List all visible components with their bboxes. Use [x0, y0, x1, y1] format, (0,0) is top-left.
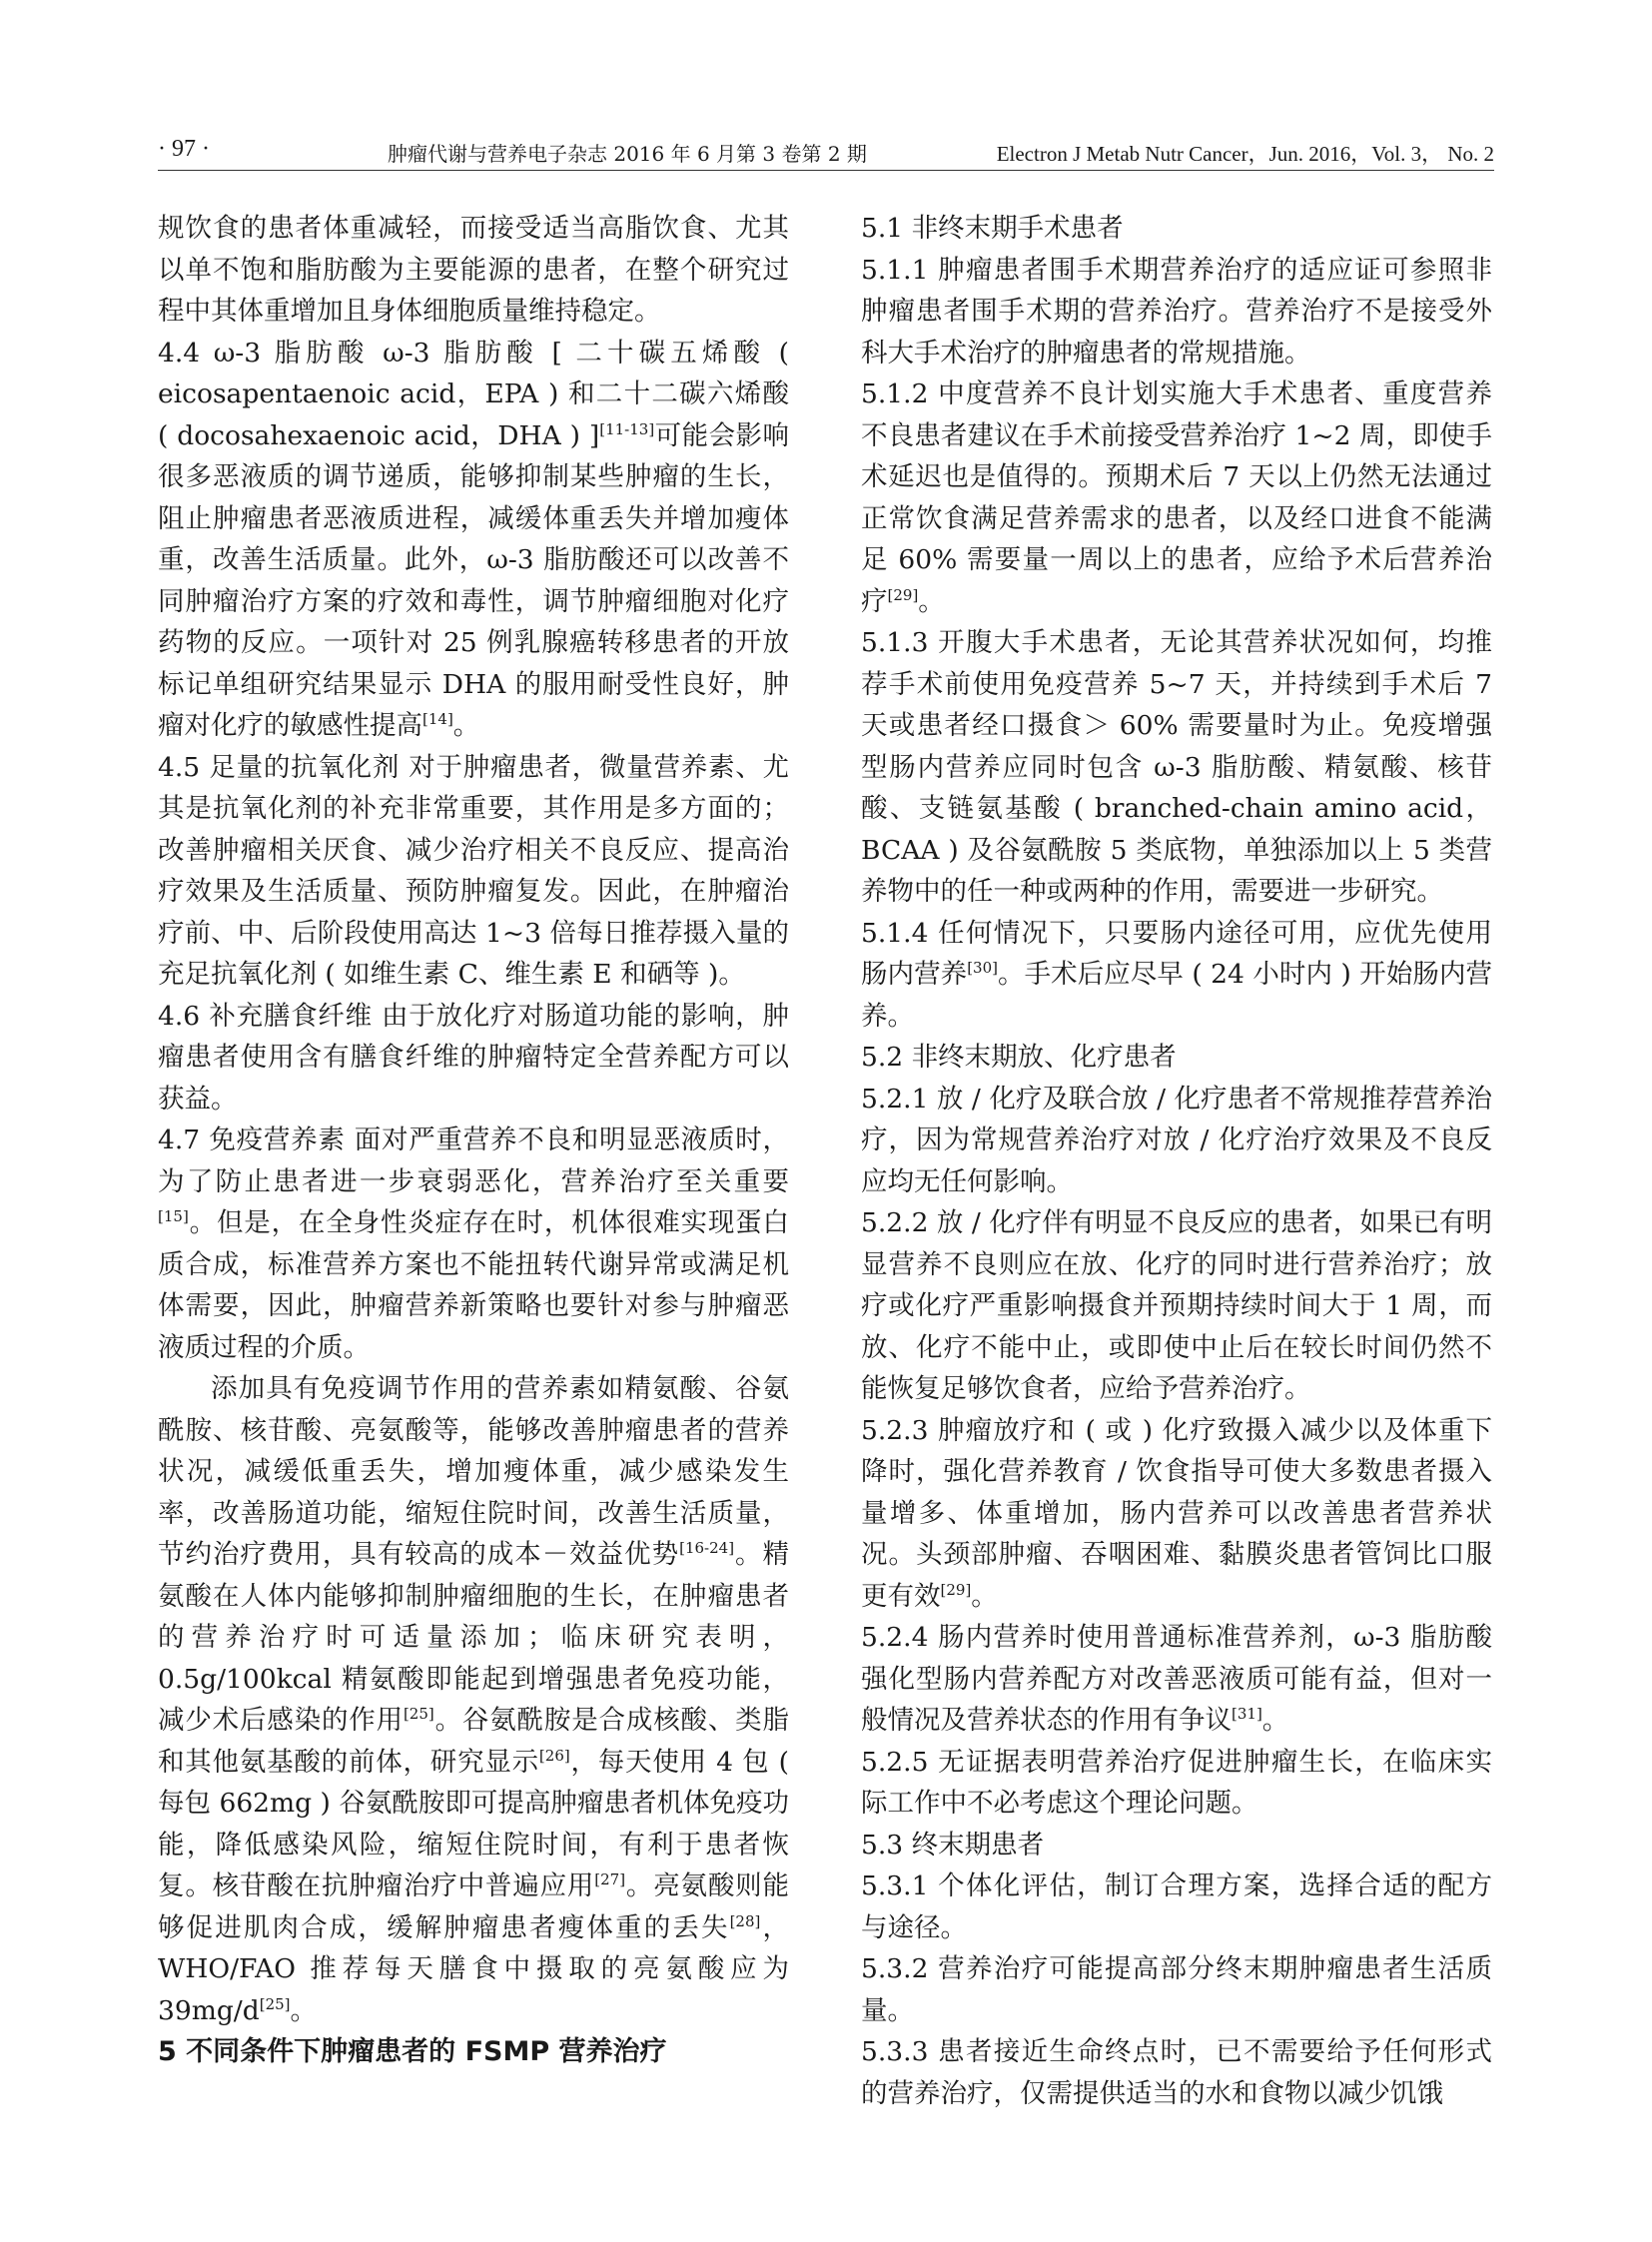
journal-title-cn: 肿瘤代谢与营养电子杂志 2016 年 6 月第 3 卷第 2 期	[388, 142, 867, 166]
paragraph	[158, 996, 789, 1121]
paragraph-text: 5.1.4 任何情况下，只要肠内途径可用，应优先使用肠内营养	[861, 917, 1492, 990]
paragraph-text: 5.2.3 肿瘤放疗和 ( 或 ) 化疗致摄入减少以及体重下降时，强化营养教育 / 饮食指导可使大多数患者摄入量增多、体重增加，肠内营养可以改善患者营养状况。头颈部肿瘤、吞咽困难、黏膜炎患者管饲比口服更有效	[861, 1414, 1492, 1612]
paragraph-text: 规饮食的患者体重减轻，而接受适当高脂饮食、尤其以单不饱和脂肪酸为主要能源的患者，在整个研究过程中其体重增加且身体细胞质量维持稳定。	[158, 213, 789, 327]
citation-ref: [16-24]	[679, 1539, 735, 1558]
paragraph-text: 5.2.4 肠内营养时使用普通标准营养剂，ω-3 脂肪酸强化型肠内营养配方对改善恶液质可能有益，但对一般情况及营养状态的作用有争议	[861, 1622, 1492, 1736]
paragraph	[861, 1866, 1492, 1948]
paragraph-text: 5.3 终末期患者	[861, 1829, 1045, 1861]
paragraph	[861, 2031, 1492, 2114]
citation-ref: [25]	[259, 1994, 291, 2013]
right-column	[861, 208, 1492, 2114]
paragraph	[158, 747, 789, 996]
paragraph	[861, 913, 1492, 1038]
paragraph-text: 。亮氨酸则能够促进肌肉合成，缓解肿瘤患者瘦体重的丢失	[158, 1870, 790, 1943]
paragraph-text: 4.6 补充膳食纤维 由于放化疗对肠道功能的影响，肿瘤患者使用含有膳食纤维的肿瘤特定全营养配方可以获益。	[158, 1000, 789, 1115]
citation-ref: [15]	[158, 1207, 189, 1226]
paragraph-text: ，WHO/FAO 推荐每天膳食中摄取的亮氨酸应为 39mg/d	[158, 1911, 790, 2026]
paragraph	[861, 1410, 1492, 1618]
paragraph-text: 5.3.3 患者接近生命终点时，已不需要给予任何形式的营养治疗，仅需提供适当的水和食物以减少饥饿	[861, 2036, 1492, 2109]
paragraph	[861, 1948, 1492, 2031]
paragraph	[158, 333, 789, 747]
paragraph	[861, 1825, 1492, 1867]
citation-ref: [26]	[538, 1746, 570, 1765]
page-number: · 97 ·	[158, 136, 210, 162]
paragraph-text: 。	[918, 585, 945, 617]
paragraph-text: 。精氨酸在人体内能够抑制肿瘤细胞的生长，在肿瘤患者的营养治疗时可适量添加；临床研究表明，0.5g/100kcal 精氨酸即能起到增强患者免疫功能，减少术后感染的作用	[158, 1539, 790, 1736]
paragraph	[861, 622, 1492, 913]
citation-ref: [25]	[403, 1705, 434, 1724]
paragraph	[158, 208, 789, 333]
paragraph-text: 5.3.1 个体化评估，制订合理方案，选择合适的配方与途径。	[861, 1870, 1492, 1943]
paragraph-text: 。手术后应尽早 ( 24 小时内 ) 开始肠内营养。	[861, 959, 1493, 1032]
paragraph-text: 5.1.3 开腹大手术患者，无论其营养状况如何，均推荐手术前使用免疫营养 5~7 天，并持续到手术后 7 天或患者经口摄食＞ 60% 需要量时为止。免疫增强型肠内营养应同时包含 ω-3 脂肪酸、精氨酸、核苷酸、支链氨基酸 ( branched-chain amino acid，BCAA ) 及谷氨酰胺 5 类底物，单独添加以上 5 类营养物中的任一种或两种的作用，需要进一步研究。	[861, 627, 1492, 907]
paragraph-text: 4.5 足量的抗氧化剂 对于肿瘤患者，微量营养素、尤其是抗氧化剂的补充非常重要，其作用是多方面的；改善肿瘤相关厌食、减少治疗相关不良反应、提高治疗效果及生活质量、预防肿瘤复发。因此，在肿瘤治疗前、中、后阶段使用高达 1~3 倍每日推荐摄入量的充足抗氧化剂 ( 如维生素 C、维生素 E 和硒等 )。	[158, 751, 789, 990]
paragraph	[861, 1742, 1492, 1825]
section-heading	[158, 2031, 789, 2073]
journal-title-en: Electron J Metab Nutr Cancer，Jun. 2016，Vol. 3， No. 2	[996, 142, 1494, 166]
citation-ref: [29]	[887, 585, 919, 604]
paragraph	[158, 1120, 789, 1368]
paragraph-text: 5.2.5 无证据表明营养治疗促进肿瘤生长，在临床实际工作中不必考虑这个理论问题。	[861, 1746, 1492, 1819]
paragraph	[861, 1079, 1492, 1203]
paragraph-text: 。谷氨酰胺是合成核酸、类脂和其他氨基酸的前体，研究显示	[158, 1705, 790, 1778]
paragraph-text: 。	[971, 1580, 998, 1612]
citation-ref: [14]	[422, 710, 453, 729]
paragraph-text: 可能会影响很多恶液质的调节递质，能够抑制某些肿瘤的生长，阻止肿瘤患者恶液质进程，减缓体重丢失并增加瘦体重，改善生活质量。此外，ω-3 脂肪酸还可以改善不同肿瘤治疗方案的疗效和毒性，调节肿瘤细胞对化疗药物的反应。一项针对 25 例乳腺癌转移患者的开放标记单组研究结果显示 DHA 的服用耐受性良好，肿瘤对化疗的敏感性提高	[158, 419, 790, 741]
paragraph	[861, 1037, 1492, 1079]
paragraph-text: 5.1 非终末期手术患者	[861, 213, 1124, 244]
citation-ref: [28]	[729, 1911, 761, 1930]
left-column	[158, 208, 789, 2073]
paragraph-text: 5 不同条件下肿瘤患者的 FSMP 营养治疗	[158, 2036, 667, 2067]
paragraph-text: 5.2 非终末期放、化疗患者	[861, 1042, 1177, 1073]
running-header	[158, 130, 1494, 171]
paragraph-text: 5.3.2 营养治疗可能提高部分终末期肿瘤患者生活质量。	[861, 1953, 1492, 2026]
paragraph-text: 4.4 ω-3 脂肪酸 ω-3 脂肪酸 [ 二十碳五烯酸 ( eicosapentaenoic acid，EPA ) 和二十二碳六烯酸 ( docosahexaenoic acid，DHA ) ]	[158, 337, 789, 451]
paragraph-text: 5.2.2 放 / 化疗伴有明显不良反应的患者，如果已有明显营养不良则应在放、化疗的同时进行营养治疗；放疗或化疗严重影响摄食并预期持续时间大于 1 周，而放、化疗不能中止，或即使中止后在较长时间仍然不能恢复足够饮食者，应给予营养治疗。	[861, 1207, 1492, 1404]
paragraph	[861, 250, 1492, 374]
paragraph	[861, 374, 1492, 622]
citation-ref: [31]	[1232, 1705, 1262, 1724]
paragraph-text: 5.1.1 肿瘤患者围手术期营养治疗的适应证可参照非肿瘤患者围手术期的营养治疗。营养治疗不是接受外科大手术治疗的肿瘤患者的常规措施。	[861, 254, 1492, 369]
paragraph-text: 5.1.2 中度营养不良计划实施大手术患者、重度营养不良患者建议在手术前接受营养治疗 1~2 周，即使手术延迟也是值得的。预期术后 7 天以上仍然无法通过正常饮食满足营养需求的患者，以及经口进食不能满足 60% 需要量一周以上的患者，应给予术后营养治疗	[861, 378, 1492, 617]
paragraph-text: 4.7 免疫营养素 面对严重营养不良和明显恶液质时，为了防止患者进一步衰弱恶化，营养治疗至关重要	[158, 1124, 789, 1197]
citation-ref: [11-13]	[599, 419, 655, 438]
paragraph-text: 。	[290, 1994, 318, 2026]
paragraph-text: 。	[1261, 1705, 1289, 1736]
citation-ref: [30]	[967, 959, 998, 978]
paragraph-text: 。但是，在全身性炎症存在时，机体很难实现蛋白质合成，标准营养方案也不能扭转代谢异常或满足机体需要，因此，肿瘤营养新策略也要针对参与肿瘤恶液质过程的介质。	[158, 1207, 789, 1363]
paragraph-text: 添加具有免疫调节作用的营养素如精氨酸、谷氨酰胺、核苷酸、亮氨酸等，能够改善肿瘤患者的营养状况，减缓低重丢失，增加瘦体重，减少感染发生率，改善肠道功能，缩短住院时间，改善生活质量，节约治疗费用，具有较高的成本－效益优势	[158, 1373, 789, 1570]
paragraph-text: 5.2.1 放 / 化疗及联合放 / 化疗患者不常规推荐营养治疗，因为常规营养治疗对放 / 化疗治疗效果及不良反应均无任何影响。	[861, 1083, 1492, 1197]
paragraph	[861, 208, 1492, 250]
paragraph-text: 。	[452, 710, 480, 741]
paragraph	[861, 1202, 1492, 1410]
paragraph	[158, 1368, 789, 2031]
paragraph-text: ，每天使用 4 包 ( 每包 662mg ) 谷氨酰胺即可提高肿瘤患者机体免疫功能，降低感染风险，缩短住院时间，有利于患者恢复。核苷酸在抗肿瘤治疗中普遍应用	[158, 1746, 789, 1901]
citation-ref: [29]	[940, 1580, 972, 1599]
citation-ref: [27]	[594, 1870, 626, 1889]
paragraph	[861, 1617, 1492, 1742]
